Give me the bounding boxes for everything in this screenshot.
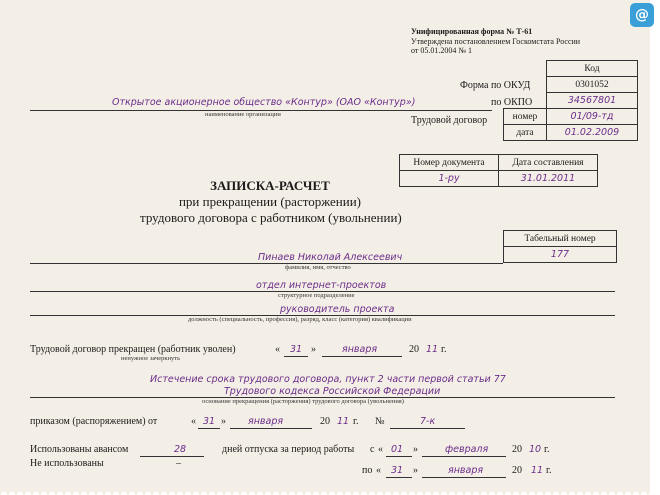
to-label: по [362,465,373,476]
okud-value: 0301052 [547,77,638,93]
contract-number-value: 01/09-тд [547,109,638,125]
employee-position: руководитель проекта [280,304,395,315]
tabel-value: 177 [504,247,617,263]
employee-department: отдел интернет-проектов [256,280,387,291]
doc-date-value: 31.01.2011 [499,171,598,187]
order-quote-open: « [191,416,196,427]
to-year-prefix: 20 [512,465,522,476]
term-day-line [284,356,308,357]
term-month: января [342,344,378,355]
from-day-line [386,456,412,457]
strike-caption: ненужное зачеркнуть [121,355,181,362]
order-quote-close: » [221,416,226,427]
order-day-line [198,428,220,429]
unused-label: Не использованы [30,458,104,469]
to-day-line [386,477,412,478]
from-month-line [422,456,506,457]
termination-label: Трудовой договор прекращен (работник уволен) [30,344,236,355]
organization-name: Открытое акционерное общество «Контур» (ОАО «Контур») [112,97,416,108]
to-month-line [422,477,506,478]
organization-caption: наименование организации [205,111,281,118]
to-year-suffix: г. [546,465,552,476]
employee-name: Пинаев Николай Алексеевич [258,252,403,263]
tabel-table [503,230,617,263]
employee-name-line [30,263,503,264]
term-quote-close: » [311,344,316,355]
period-label: дней отпуска за период работы [222,444,355,455]
reason-caption: основание прекращения (расторжения) трудового договора (увольнения) [202,398,404,405]
approved-line-2: от 05.01.2004 № 1 [411,46,473,55]
from-label: с [370,444,375,455]
from-year-prefix: 20 [512,444,522,455]
okpo-label: по ОКПО [491,97,533,108]
term-year-prefix: 20 [409,344,419,355]
contract-label: Трудовой договор [411,115,488,126]
employee-name-caption: фамилия, имя, отчество [285,264,351,271]
order-month-line [230,428,312,429]
termination-reason-2: Трудового кодекса Российской Федерации [224,386,441,397]
from-day: 01 [391,444,404,455]
from-year: 10 [529,444,542,455]
form-name: Унифицированная форма № Т-61 [411,27,533,36]
contract-date-value: 01.02.2009 [547,125,638,141]
used-value-line [140,456,204,457]
to-quote-open: « [376,465,381,476]
to-month: января [448,465,484,476]
date-label: дата [504,125,547,141]
term-quote-open: « [275,344,280,355]
from-quote-close: » [413,444,418,455]
position-caption: должность (специальность, профессия), разряд, класс (категория) квалификации [188,316,412,323]
approved-line-1: Утверждена постановлением Госкомстата России [411,37,581,46]
document-subtitle-1: при прекращении (расторжении) [178,194,362,209]
term-year-suffix: г. [441,344,447,355]
department-caption: структурное подразделение [278,292,355,299]
unused-value: – [176,458,181,469]
okud-label: Форма по ОКУД [460,80,531,91]
term-month-line [322,356,402,357]
number-label: номер [504,109,547,125]
app-logo-icon: @ [630,3,654,27]
used-label: Использованы авансом [30,444,129,455]
order-year: 11 [337,416,350,427]
from-quote-open: « [378,444,383,455]
order-day: 31 [203,416,216,427]
termination-reason-1: Истечение срока трудового договора, пункт 2 части первой статьи 77 [150,374,506,385]
order-month: января [248,416,284,427]
order-number-sign: № [375,416,385,427]
order-number-line [390,428,465,429]
doc-number-header: Номер документа [400,155,499,171]
doc-number-value: 1-ру [400,171,499,187]
term-day: 31 [290,344,303,355]
perforated-edge [0,487,650,495]
to-year: 11 [531,465,544,476]
okpo-value: 34567801 [547,93,638,109]
document-table [399,154,598,187]
to-quote-close: » [413,465,418,476]
order-label: приказом (распоряжением) от [30,416,158,427]
from-year-suffix: г. [544,444,550,455]
document-subtitle-2: трудового договора с работником (увольнении) [140,210,402,225]
order-number: 7-к [420,416,436,427]
used-value: 28 [174,444,187,455]
tabel-header: Табельный номер [504,231,617,247]
to-day: 31 [391,465,404,476]
order-year-prefix: 20 [320,416,330,427]
doc-date-header: Дата составления [499,155,598,171]
code-header: Код [547,61,638,77]
from-month: февраля [445,444,489,455]
order-year-suffix: г. [353,416,359,427]
term-year: 11 [426,344,439,355]
document-title: ЗАПИСКА-РАСЧЕТ [210,178,330,193]
